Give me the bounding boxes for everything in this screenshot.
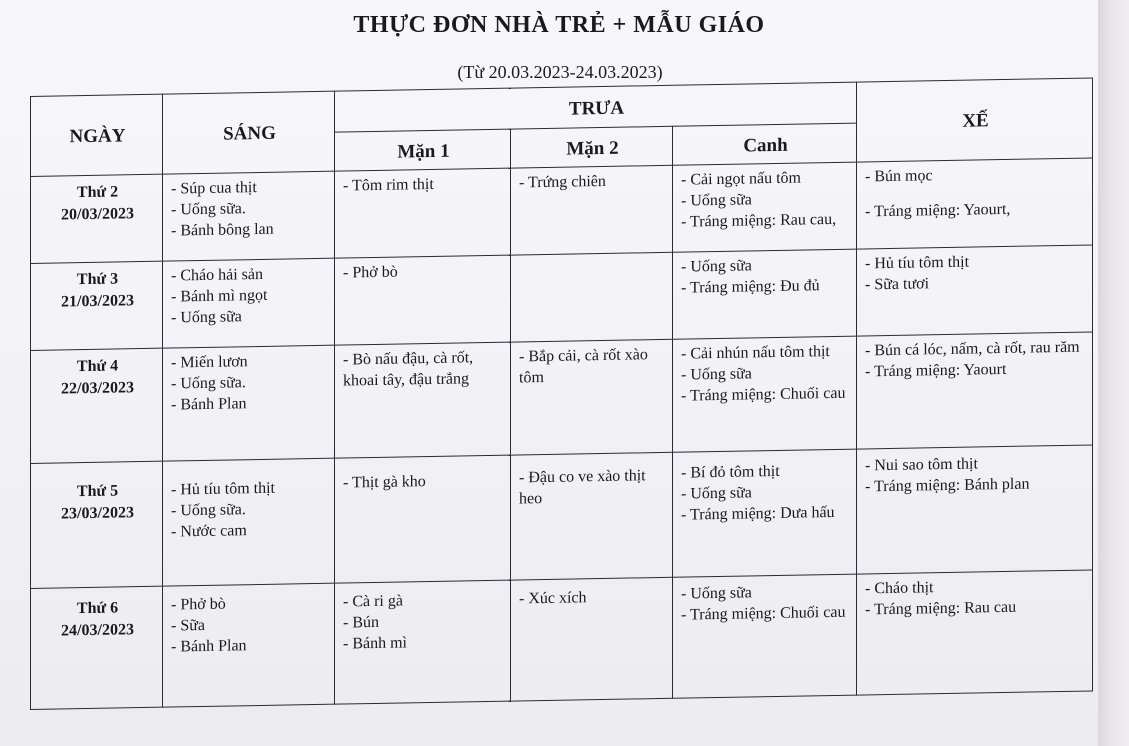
dish: - Uống sữa	[681, 584, 752, 603]
menu-body	[31, 158, 1093, 710]
day-cell	[31, 261, 163, 350]
dish: - Cải ngọt nấu tôm	[681, 169, 801, 189]
dish: - Bánh mì ngọt	[171, 286, 268, 306]
man2-cell	[511, 577, 673, 701]
man1-cell	[335, 168, 511, 258]
dish: - Bò nấu đậu, cà rốt, khoai tây, đậu trắng	[343, 349, 474, 390]
dish: - Bí đỏ tôm thịt	[681, 462, 780, 482]
table-row	[31, 332, 1093, 464]
menu-table	[30, 77, 1093, 710]
dish: - Bánh Plan	[171, 395, 247, 414]
dish: - Bánh mì	[343, 634, 407, 653]
afternoon-cell	[857, 570, 1093, 695]
dish: - Uống sữa	[171, 308, 242, 327]
date: 20/03/2023	[61, 205, 134, 224]
dish: - Tráng miệng: Đu đủ	[681, 277, 820, 297]
dish: - Thịt gà kho	[343, 473, 426, 492]
man2-cell	[511, 339, 673, 455]
table-row	[31, 570, 1093, 710]
afternoon-cell	[857, 245, 1093, 336]
document-title: THỰC ĐƠN NHÀ TRẺ + MẪU GIÁO	[353, 12, 765, 38]
dish: - Cải nhún nấu tôm thịt	[681, 343, 830, 363]
morning-cell	[163, 458, 335, 586]
weekday: Thứ 2	[76, 183, 119, 202]
man2-cell	[511, 165, 673, 255]
dish: - Phở bò	[171, 595, 226, 614]
dish: - Tráng miệng: Chuối cau	[681, 603, 846, 624]
dish: - Nui sao tôm thịt	[865, 455, 978, 475]
man1-cell	[335, 255, 511, 345]
morning-cell	[163, 258, 335, 348]
dish: - Tráng miệng: Bánh plan	[865, 475, 1030, 496]
date: 24/03/2023	[61, 621, 134, 640]
dish: - Tráng miệng: Yaourt	[865, 360, 1007, 381]
header-morning: SÁNG	[163, 91, 335, 174]
dish: - Nước cam	[171, 522, 247, 541]
header-man2: Mặn 2	[511, 126, 673, 168]
date: 23/03/2023	[61, 504, 134, 523]
day-cell	[31, 586, 163, 709]
man2-cell	[511, 252, 673, 342]
dish: - Xúc xích	[519, 589, 587, 608]
dish: - Tôm rim thịt	[343, 175, 434, 195]
document-subtitle: (Từ 20.03.2023-24.03.2023)	[457, 62, 663, 82]
afternoon-cell	[857, 158, 1093, 249]
dish: - Sữa tươi	[865, 275, 930, 294]
header-afternoon: XẾ	[857, 78, 1093, 162]
man2-cell	[511, 452, 673, 580]
dish: - Phở bò	[343, 263, 398, 282]
morning-cell	[163, 171, 335, 261]
header-man1: Mặn 1	[335, 129, 511, 171]
man1-cell	[335, 455, 511, 583]
dish: - Hủ tíu tôm thịt	[171, 479, 275, 499]
dish: - Tráng miệng: Rau cau	[865, 598, 1017, 619]
dish: - Tráng miệng: Yaourt,	[865, 200, 1011, 221]
dish: - Bánh Plan	[171, 637, 247, 656]
day-cell	[31, 461, 163, 588]
dish: - Hủ tíu tôm thịt	[865, 253, 970, 273]
day-cell	[31, 174, 163, 263]
dish: - Uống sữa.	[171, 200, 246, 219]
weekday: Thứ 3	[76, 270, 119, 289]
dish: - Uống sữa.	[171, 374, 246, 393]
weekday: Thứ 6	[76, 599, 119, 618]
date: 22/03/2023	[61, 379, 134, 398]
date: 21/03/2023	[61, 292, 134, 311]
menu-table-wrapper	[30, 77, 1093, 710]
weekday: Thứ 4	[76, 357, 119, 376]
afternoon-cell	[857, 445, 1093, 574]
weekday: Thứ 5	[76, 482, 119, 501]
dish: - Miến lươn	[171, 353, 248, 372]
afternoon-cell	[857, 332, 1093, 449]
morning-cell	[163, 583, 335, 707]
dish: - Bún mọc	[865, 167, 933, 186]
dish: - Uống sữa	[681, 257, 752, 276]
canh-cell	[673, 162, 857, 252]
dish: - Sữa	[171, 616, 205, 635]
dish: - Cháo thịt	[865, 579, 934, 598]
dish: - Đậu co ve xào thịt heo	[519, 467, 646, 508]
header-day: NGÀY	[31, 94, 163, 176]
header-lunch: TRƯA	[335, 82, 857, 132]
canh-cell	[673, 336, 857, 452]
paper-edge	[1098, 0, 1129, 746]
day-cell	[31, 348, 163, 463]
dish: - Uống sữa	[681, 484, 752, 503]
dish: - Cà ri gà	[343, 592, 403, 611]
dish: - Uống sữa	[681, 365, 752, 384]
dish: - Bún cá lóc, nấm, cà rốt, rau răm	[865, 338, 1080, 360]
man1-cell	[335, 342, 511, 458]
dish: - Bánh bông lan	[171, 220, 274, 240]
morning-cell	[163, 345, 335, 461]
table-row	[31, 445, 1093, 589]
dish: - Uống sữa	[681, 191, 752, 210]
canh-cell	[673, 249, 857, 339]
dish: - Tráng miệng: Rau cau,	[681, 210, 837, 231]
dish: - Bắp cải, cà rốt xào tôm	[519, 346, 648, 387]
canh-cell	[673, 574, 857, 698]
canh-cell	[673, 449, 857, 577]
dish: - Bún	[343, 613, 379, 632]
dish: - Súp cua thịt	[171, 179, 257, 198]
man1-cell	[335, 580, 511, 704]
dish: - Uống sữa.	[171, 501, 246, 520]
dish: - Tráng miệng: Dưa hấu	[681, 503, 835, 524]
dish: - Trứng chiên	[519, 172, 606, 192]
header-canh: Canh	[673, 123, 857, 165]
dish: - Cháo hải sản	[171, 265, 263, 285]
dish: - Tráng miệng: Chuối cau	[681, 384, 846, 405]
